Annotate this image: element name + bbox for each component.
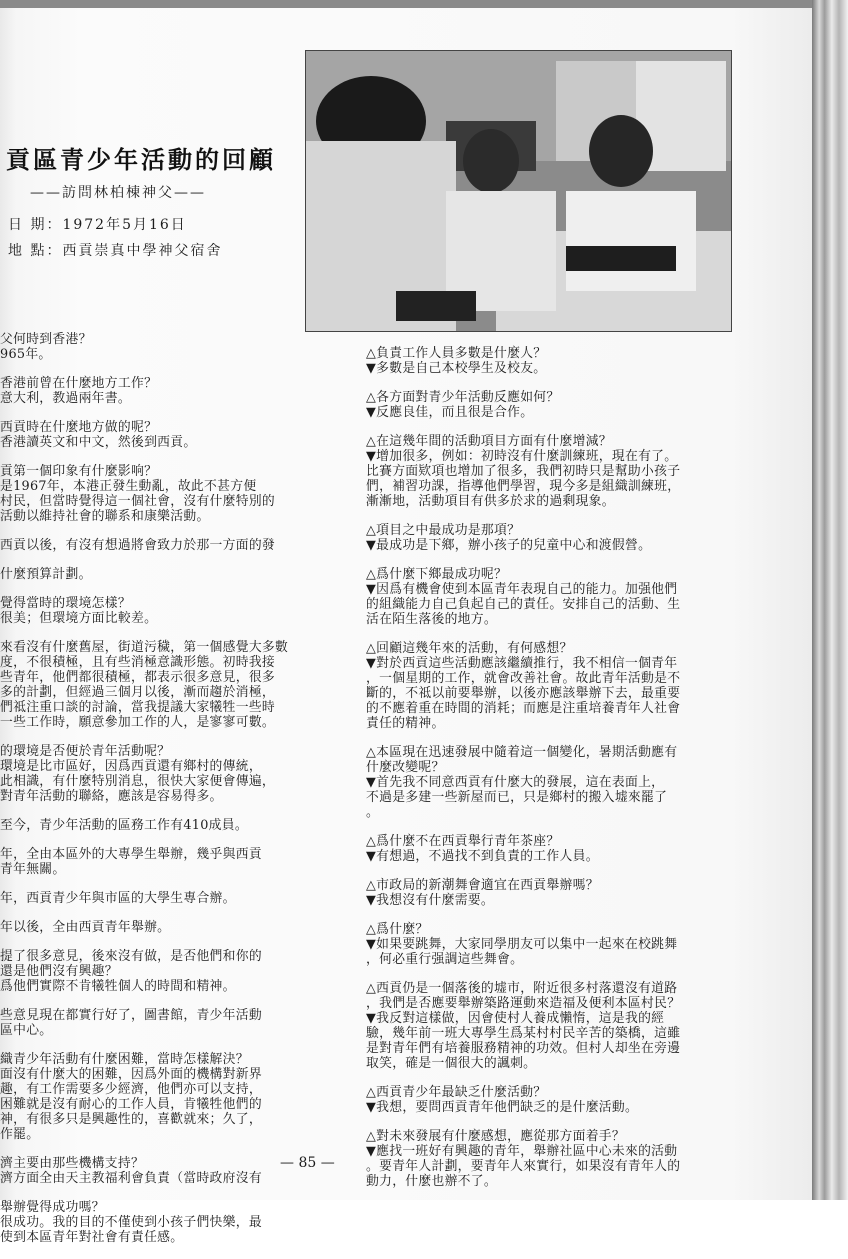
answer-text: 來看沒有什麼舊屋，街道污穢，第一個感覺大多數 度，不很積極，且有些消極意識形態。初時我接 些青年，他們都很積極，都表示很多意見，很多 多的計劃，但經過三個月以後，漸而趨於消極， 們祗注重口談的討論，當我提議大家犧牲一些時 一些工作時，願意參加工作的人，是寥寥可數。 bbox=[0, 640, 289, 730]
date-value: 1972年5月16日 bbox=[62, 217, 187, 233]
qa-item bbox=[0, 847, 300, 877]
question-text: 西貢時在什麼地方做的呢？ bbox=[0, 420, 158, 435]
left-column bbox=[0, 332, 300, 1259]
qa-item bbox=[0, 376, 300, 406]
answer-text: 很成功。我的目的不僅使到小孩子們快樂，最 使到本區青年對社會有責任感。 bbox=[0, 1215, 262, 1245]
qa-item bbox=[366, 1085, 706, 1115]
question-text: 覺得當時的環境怎樣？ bbox=[0, 596, 131, 611]
question-text: △項目之中最成功是那項？ bbox=[366, 523, 521, 538]
qa-item bbox=[0, 949, 300, 994]
answer-text: 香港讀英文和中文，然後到西貢。 bbox=[0, 435, 197, 450]
answer-text: ▼如果要跳舞，大家同學朋友可以集中一起來在校跳舞 ，何必重行强調這些舞會。 bbox=[366, 937, 678, 967]
answer-text: 濟方面全由天主教福利會負責（當時政府沒有 bbox=[0, 1171, 262, 1186]
answer-text: 還是他們沒有興趣？ 爲他們實際不肯犧牲個人的時間和精神。 bbox=[0, 964, 236, 994]
answer-text: ▼我想沒有什麼需要。 bbox=[366, 893, 495, 908]
question-text: 西貢以後，有沒有想過將會致力於那一方面的發 bbox=[0, 538, 276, 553]
answer-text: 很美；但環境方面比較差。 bbox=[0, 611, 158, 626]
qa-item bbox=[0, 596, 300, 626]
question-text: 舉辦覺得成功嗎？ bbox=[0, 1200, 105, 1215]
qa-item bbox=[0, 538, 300, 553]
answer-text: ▼對於西貢這些活動應該繼續推行，我不相信一個青年 ，一個星期的工作，就會改善社會。故此青年活動是不 斷的，不祗以前要舉辦，以後亦應該舉辦下去，最重要 的不應着重在時間的消耗；而應是注重培養青年人社會 責任的精神。 bbox=[366, 656, 681, 731]
question-text: △市政局的新潮舞會適宜在西貢舉辦嗎？ bbox=[366, 878, 599, 893]
question-text: 年，西貢青少年與市區的大學生專合辦。 bbox=[0, 891, 236, 906]
question-text: 貢第一個印象有什麼影响？ bbox=[0, 464, 158, 479]
qa-item bbox=[0, 640, 300, 730]
right-column bbox=[366, 346, 706, 1203]
qa-item bbox=[366, 834, 706, 864]
answer-text: 區中心。 bbox=[0, 1023, 53, 1038]
qa-item bbox=[366, 981, 706, 1071]
question-text: 香港前曾在什麼地方工作？ bbox=[0, 376, 158, 391]
qa-item bbox=[0, 420, 300, 450]
question-text: △負責工作人員多數是什麼人？ bbox=[366, 346, 547, 361]
answer-text: ▼反應良佳，而且很是合作。 bbox=[366, 405, 534, 420]
qa-item bbox=[0, 920, 300, 935]
question-text: 什麼預算計劃。 bbox=[0, 567, 92, 582]
qa-item bbox=[366, 641, 706, 731]
answer-text: 青年無關。 bbox=[0, 862, 66, 877]
answer-text: 環境是比市區好，因爲西貢還有鄉村的傳統， 此相識，有什麼特別消息，很快大家便會傳遍， 對青年活動的聯絡，應該是容易得多。 bbox=[0, 759, 276, 804]
qa-item bbox=[0, 744, 300, 804]
question-text: △在這幾年間的活動項目方面有什麼增減？ bbox=[366, 434, 612, 449]
qa-item bbox=[0, 818, 300, 833]
qa-item bbox=[366, 390, 706, 420]
question-text: △西貢青少年最缺乏什麼活動？ bbox=[366, 1085, 547, 1100]
qa-item bbox=[0, 1156, 300, 1186]
place-label: 地 點： bbox=[8, 243, 63, 259]
question-text: △西貢仍是一個落後的墟市，附近很多村落還沒有道路 ，我們是否應要舉辦築路運動來造福及便利本區村民？ bbox=[366, 981, 681, 1011]
page-number: — 85 — bbox=[280, 1155, 335, 1171]
article-subtitle: ——訪問林柏棟神父—— bbox=[30, 185, 206, 201]
question-text: 織青少年活動有什麼困難，當時怎樣解決？ bbox=[0, 1052, 249, 1067]
answer-text: 是1967年，本港正發生動亂，故此不甚方便 村民，但當時覺得這一個社會，沒有什麼特別的 活動以維持社會的聯系和康樂活動。 bbox=[0, 479, 276, 524]
question-text: △對未來發展有什麼感想，應從那方面着手？ bbox=[366, 1129, 625, 1144]
answer-text: 意大利，教過兩年書。 bbox=[0, 391, 131, 406]
article-title: 貢區青少年活動的回顧 bbox=[6, 145, 276, 174]
qa-item bbox=[366, 1129, 706, 1189]
qa-item bbox=[366, 567, 706, 627]
question-text: 父何時到香港？ bbox=[0, 332, 92, 347]
interview-photo bbox=[305, 50, 732, 332]
qa-item bbox=[0, 1008, 300, 1038]
answer-text: ▼增加很多，例如：初時沒有什麼訓練班，現在有了。 比賽方面欵項也增加了很多，我們初時只是幫助小孩子 們，補習功課，指導他們學習，現今多是組織訓練班， 漸漸地，活動項目有供多於求的過剩現象。 bbox=[366, 449, 681, 509]
question-text: 的環境是否便於青年活動呢？ bbox=[0, 744, 171, 759]
question-text: 些意見現在都實行好了，圖書館，青少年活動 bbox=[0, 1008, 262, 1023]
scan-top-edge bbox=[0, 0, 812, 8]
answer-text: ▼最成功是下鄉，辦小孩子的兒童中心和渡假營。 bbox=[366, 538, 652, 553]
question-text: △爲什麼下鄉最成功呢？ bbox=[366, 567, 508, 582]
place-value: 西貢崇真中學神父宿舍 bbox=[62, 243, 223, 259]
qa-item bbox=[0, 332, 300, 362]
qa-item bbox=[0, 1052, 300, 1142]
question-text: 濟主要由那些機構支持？ bbox=[0, 1156, 145, 1171]
qa-item bbox=[366, 523, 706, 553]
place-line bbox=[8, 240, 222, 260]
qa-item bbox=[366, 922, 706, 967]
question-text: 提了很多意見，後來沒有做，是否他們和你的 bbox=[0, 949, 262, 964]
qa-item bbox=[366, 434, 706, 509]
question-text: △爲什麼不在西貢舉行青年茶座？ bbox=[366, 834, 560, 849]
qa-item bbox=[366, 745, 706, 820]
question-text: 年以後，全由西貢青年舉辦。 bbox=[0, 920, 171, 935]
question-text: 至今，青少年活動的區務工作有410成員。 bbox=[0, 818, 248, 833]
question-text: △回顧這幾年來的活動，有何感想？ bbox=[366, 641, 573, 656]
question-text: △爲什麼？ bbox=[366, 922, 429, 937]
book-spine-edge bbox=[812, 0, 848, 1200]
answer-text: ▼有想過，不過找不到負責的工作人員。 bbox=[366, 849, 599, 864]
qa-item bbox=[0, 464, 300, 524]
qa-item bbox=[366, 346, 706, 376]
answer-text: 965年。 bbox=[0, 347, 52, 362]
answer-text: ▼多數是自己本校學生及校友。 bbox=[366, 361, 547, 376]
answer-text: ▼我想，要問西貢青年他們缺乏的是什麼活動。 bbox=[366, 1100, 639, 1115]
qa-item bbox=[0, 1200, 300, 1245]
question-text: △本區現在迅速發展中隨着這一個變化，暑期活動應有 什麼改變呢？ bbox=[366, 745, 678, 775]
answer-text: ▼首先我不同意西貢有什麼大的發展，這在表面上， 不過是多建一些新屋而已，只是鄉村的搬入墟來罷了 。 bbox=[366, 775, 668, 820]
answer-text: ▼應找一班好有興趣的青年，舉辦社區中心未來的活動 。要青年人計劃，要青年人來實行，如果沒有青年人的 動力，什麼也辦不了。 bbox=[366, 1144, 681, 1189]
question-text: 年，全由本區外的大專學生舉辦，幾乎與西貢 bbox=[0, 847, 262, 862]
answer-text: ▼我反對這樣做，因會使村人養成懶惰，這是我的經 驗，幾年前一班大專學生爲某村村民辛苦的築橋，這雖 是對青年們有培養服務精神的功效。但村人却坐在旁邊 取笑，確是一個很大的諷刺。 bbox=[366, 1011, 681, 1071]
question-text: △各方面對青少年活動反應如何？ bbox=[366, 390, 560, 405]
qa-item bbox=[0, 891, 300, 906]
date-label: 日 期： bbox=[8, 217, 63, 233]
date-line bbox=[8, 214, 187, 234]
qa-item bbox=[366, 878, 706, 908]
qa-item bbox=[0, 567, 300, 582]
answer-text: 面沒有什麼大的困難，因爲外面的機構對新界 趣，有工作需要多少經濟，他們亦可以支持， 困難就是沒有耐心的工作人員，肯犧牲他們的 神，有很多只是興趣性的，喜歡就來；久了， 作罷。 bbox=[0, 1067, 262, 1142]
answer-text: ▼因爲有機會使到本區青年表現自己的能力。加强他們 的組織能力自己負起自己的責任。安排自己的活動、生 活在陌生落後的地方。 bbox=[366, 582, 681, 627]
